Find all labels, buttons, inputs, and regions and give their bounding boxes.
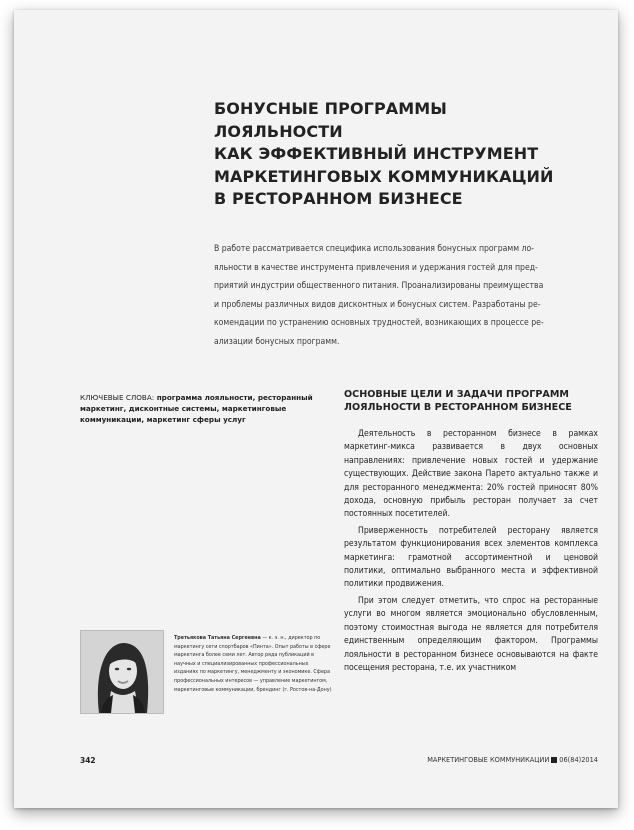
body-paragraph: При этом следует отметить, что спрос на ресторанные услуги во многом является эмоционально обусловленным, поэтому стоимостная выгода не является для потребителя единственным определяющим фактором. Программы лояльности в ресторанном бизнесе основываются на факте посещения ресторана, т.е. их участником: [344, 595, 598, 673]
article-abstract: [214, 240, 592, 351]
journal-page: [14, 10, 618, 808]
keywords-label: КЛЮЧЕВЫЕ СЛОВА:: [80, 393, 155, 402]
abstract-line: В работе рассматривается специфика использования бонусных программ ло-: [214, 244, 534, 254]
abstract-line: и проблемы различных видов дисконтных и бонусных систем. Разработаны ре-: [214, 299, 541, 310]
journal-name: МАРКЕТИНГОВЫЕ КОММУНИКАЦИИ: [427, 756, 550, 764]
title-line: МАРКЕТИНГОВЫХ КОММУНИКАЦИЙ: [214, 166, 554, 186]
section-title-line: ЛОЯЛЬНОСТИ В РЕСТОРАННОМ БИЗНЕСЕ: [344, 402, 572, 413]
body-paragraph: Приверженность потребителей ресторану является результатом функционирования всех элементов комплекса маркетинга: грамотной ассортиментной и ценовой политики, оптимально выбранного места и эффективной политики продвижения.: [344, 525, 598, 590]
journal-footer: [414, 756, 598, 764]
abstract-line: ализации бонусных программ.: [214, 336, 340, 347]
body-paragraph: Деятельность в ресторанном бизнесе в рамках маркетинг-микса развивается в двух основных направлениях: привлечение новых гостей и удержание существующих. Действие закона Парето актуально также и для ресторанного менеджмента: 20% гостей приносят 80% дохода, основную прибыль ресторан получает за счет постоянных посетителей.: [344, 429, 598, 520]
title-line: КАК ЭФФЕКТИВНЫЙ ИНСТРУМЕНТ: [214, 144, 539, 163]
keywords-block: [80, 392, 330, 425]
keywords-text: программа лояльности, ресторанный маркетинг, дисконтные системы, маркетинговые коммуникации, маркетинг сферы услуг: [80, 393, 313, 424]
author-info: [174, 634, 334, 694]
author-photo: [80, 630, 164, 714]
issue-number: 06(84)2014: [559, 756, 598, 764]
abstract-line: приятий индустрии общественного питания. Проанализированы преимущества: [214, 281, 544, 291]
page-number: 342: [80, 756, 96, 765]
section-title: [344, 388, 604, 414]
abstract-line: комендации по устранению основных трудностей, возникающих в процессе ре-: [214, 318, 544, 328]
square-icon: [551, 757, 557, 763]
author-name: Третьякова Татьяна Сергеевна: [174, 635, 261, 641]
section-title-line: ОСНОВНЫЕ ЦЕЛИ И ЗАДАЧИ ПРОГРАММ: [344, 389, 569, 400]
author-bio: — к. э. н., директор по маркетингу сети спортбаров «Пинта». Опыт работы в сфере маркетинга более семи лет. Автор ряда публикаций в научных и специализированных профессиональных изданиях по маркетингу, менеджменту и экономике. Сфера профессиональных интересов — управление маркетингом, маркетинговые коммуникации, брендинг (г. Ростов-на-Дону): [174, 635, 332, 693]
article-title: [214, 98, 574, 211]
title-line: В РЕСТОРАННОМ БИЗНЕСЕ: [214, 189, 463, 208]
abstract-line: яльности в качестве инструмента привлечения и удержания гостей для пред-: [214, 262, 538, 273]
title-line: БОНУСНЫЕ ПРОГРАММЫ ЛОЯЛЬНОСТИ: [214, 99, 447, 141]
author-portrait-icon: [81, 631, 163, 713]
body-text: [344, 428, 598, 678]
